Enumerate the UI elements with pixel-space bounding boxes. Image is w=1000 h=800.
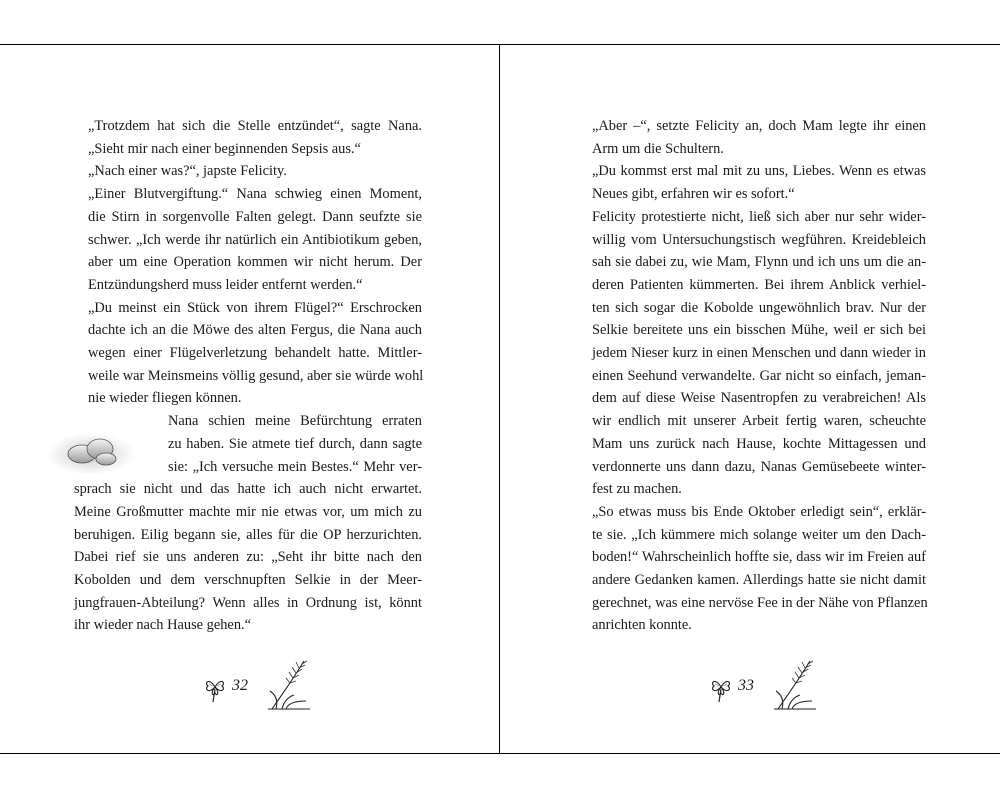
paragraph [74,115,422,160]
text-line: jungfrauen-Abteilung? Wenn alles in Ordnung ist, könnt [74,594,422,611]
text-line: „Aber –“, setzte Felicity an, doch Mam legte ihr einen [592,118,926,134]
book-spread [0,44,1000,754]
text-line: „Nach einer was?“, japste Felicity. [88,163,287,180]
right-page-text [578,115,926,637]
clover-icon [706,673,736,703]
text-line: ihr wieder nach Hause gehen.“ [74,617,252,634]
text-line: nie wieder fliegen können. [88,390,242,407]
text-line: Meine Großmutter machte mir nie etwas vor, um mich zu [74,503,422,520]
text-line: Felicity protestierte nicht, ließ sich aber nur sehr wider- [592,208,926,225]
text-line: Kobolden und dem verschnupften Selkie in der Meer- [74,572,422,589]
text-line: Neues gibt, erfahren wir es sofort.“ [592,186,795,203]
text-line: beruhigen. Eilig begann sie, alles für die OP herzurichten. [74,526,422,543]
text-line: verdonnerte uns dann dazu, Nanas Gemüsebeete winter- [592,458,926,475]
text-line: zu haben. Sie atmete tief durch, dann sagte [168,435,422,452]
text-line: dem auf diese Weise Nasentropfen zu verabreichen! Als [592,390,926,407]
text-line: „Du kommst erst mal mit zu uns, Liebes. Wenn es etwas [592,163,926,180]
text-line: schwer. „Ich werde ihr natürlich ein Antibiotikum geben, [88,231,422,248]
text-line: fest zu machen. [592,481,682,498]
text-line: wir endlich mit unserer Arbeit fertig waren, scheuchte [592,413,926,430]
text-line: Mam uns zurück nach Hause, kochte Mittagessen und [592,435,926,452]
grass-icon [772,657,818,711]
paragraph [74,160,422,183]
text-line: jedem Nieser kurz in einen Menschen und dann wieder in [592,345,926,362]
paragraph [578,115,926,160]
text-line: gerechnet, was eine nervöse Fee in der Nähe von Pflanzen [592,594,928,611]
paragraph [74,183,422,297]
text-line: sprach sie nicht und das hatte ich auch nicht erwartet. [74,481,422,498]
left-page-text [74,115,422,637]
text-line: andere Gedanken kamen. Allerdings hatte sie nicht damit [592,572,926,589]
text-line: sah sie dabei zu, wie Mam, Flynn und ich uns um die an- [592,254,926,271]
text-line: Nana schien meine Befürchtung erraten [168,413,422,430]
text-line: sie: „Ich versuche mein Bestes.“ Mehr ver- [168,458,422,475]
text-line: wegen einer Flügelverletzung behandelt hatte. Mittler- [88,345,422,362]
paragraph [578,206,926,501]
left-page [0,45,500,753]
clover-icon [200,673,230,703]
text-line: deren Patienten kümmerten. Bei ihrem Anblick verhiel- [592,276,926,293]
page-footer [696,657,826,717]
right-page [500,45,1000,753]
text-line: Selkie bereitete uns ein bisschen Mühe, weil er sich bei [592,322,926,339]
text-line: „Du meinst ein Stück von ihrem Flügel?“ Erschrocken [88,299,422,316]
text-line: Entzündungsherd muss leider entfernt werden.“ [88,276,363,293]
text-line: weile war Meinsmeins völlig gesund, aber sie würde wohl [88,367,424,384]
grass-icon [266,657,312,711]
paragraph [578,501,926,637]
text-line: „Sieht mir nach einer beginnenden Sepsis aus.“ [88,140,361,157]
text-line: boden!“ Wahrscheinlich hoffte sie, dass wir im Freien auf [592,549,926,566]
text-line: einen Seehund verwandelte. Gar nicht so einfach, jeman- [592,367,926,384]
text-line: aber um eine Operation kommen wir nicht herum. Der [88,254,422,271]
page-footer [190,657,320,717]
text-line: ten sich sogar die Kobolde ungewöhnlich brav. Nur der [592,299,926,316]
text-line: „So etwas muss bis Ende Oktober erledigt sein“, erklär- [592,503,926,520]
text-line: dachte ich an die Möwe des alten Fergus, die Nana auch [88,322,422,339]
paragraph [74,297,422,411]
text-line: Arm um die Schultern. [592,140,724,157]
text-line: anrichten konnte. [592,617,692,634]
text-line: Dabei rief sie uns anderen zu: „Seht ihr bitte nach den [74,549,422,566]
text-line: „Einer Blutvergiftung.“ Nana schwieg einen Moment, [88,186,422,203]
stones-illustration [44,412,138,482]
text-line: „Trotzdem hat sich die Stelle entzündet“, sagte Nana. [88,118,422,134]
text-line: te sie. „Ich kümmere mich solange weiter um den Dach- [592,526,926,543]
page-number: 33 [738,677,754,694]
page-number: 32 [232,677,248,694]
text-line: willig vom Untersuchungstisch wegführen. Kreidebleich [592,231,926,248]
text-line: die Stirn in sorgenvolle Falten gelegt. Dann seufzte sie [88,208,422,225]
paragraph [74,410,422,637]
paragraph [578,160,926,205]
